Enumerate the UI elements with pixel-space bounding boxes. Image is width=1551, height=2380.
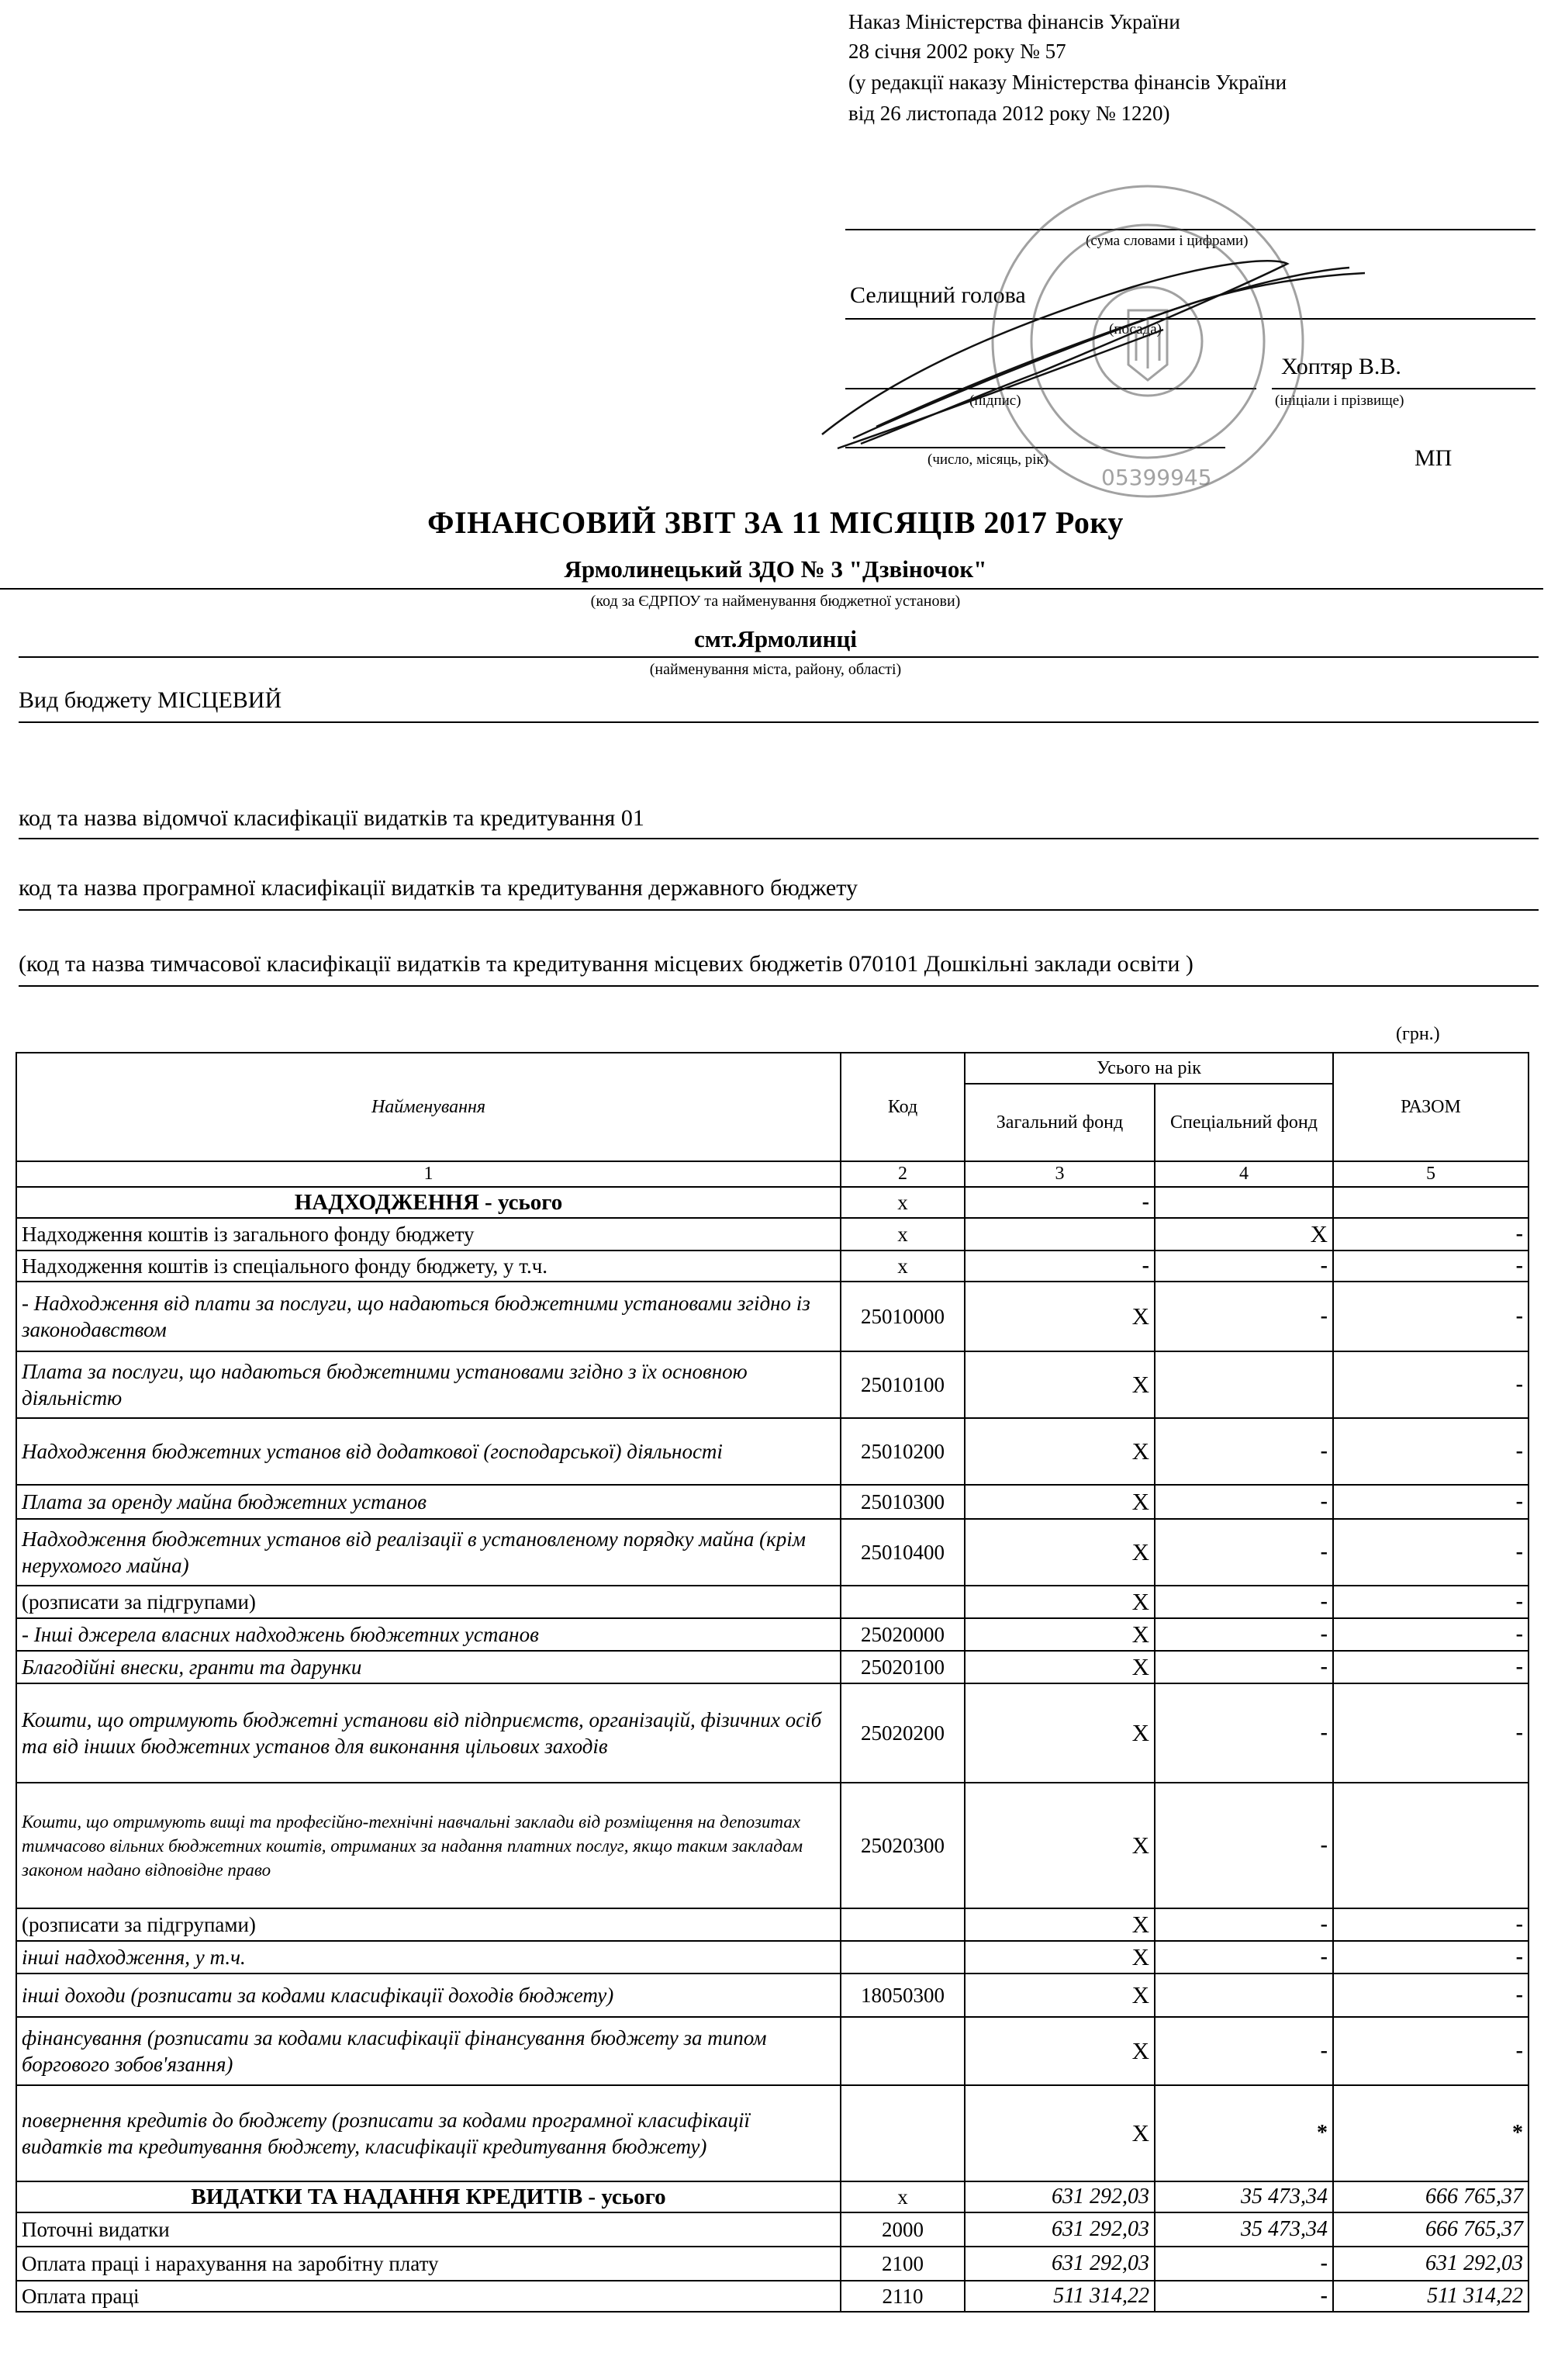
table-row	[16, 2181, 1529, 2212]
column-number: 3	[965, 1161, 1155, 1187]
departmental-line	[19, 838, 1539, 839]
row-code	[841, 2085, 965, 2181]
row-general-fund: Х	[965, 1941, 1155, 1974]
table-row	[16, 1519, 1529, 1586]
table-row	[16, 1586, 1529, 1618]
row-name: Плата за оренду майна бюджетних установ	[16, 1485, 841, 1519]
header-general-fund: Загальний фонд	[965, 1084, 1155, 1161]
row-special-fund: Х	[1155, 1218, 1333, 1251]
row-total: 631 292,03	[1333, 2247, 1529, 2281]
row-special-fund: -	[1155, 1783, 1333, 1908]
row-special-fund: -	[1155, 1618, 1333, 1651]
row-code	[841, 1586, 965, 1618]
row-special-fund: 35 473,34	[1155, 2212, 1333, 2247]
budget-type-line	[19, 721, 1539, 723]
stamp-code-text: 05399945	[1101, 465, 1212, 490]
header-code: Код	[841, 1053, 965, 1161]
row-general-fund: 631 292,03	[965, 2181, 1155, 2212]
row-name: Надходження коштів із загального фонду бюджету	[16, 1218, 841, 1251]
row-name: (розписати за підгрупами)	[16, 1908, 841, 1941]
table-row	[16, 1418, 1529, 1485]
header-name: Найменування	[16, 1053, 841, 1161]
row-general-fund: 631 292,03	[965, 2247, 1155, 2281]
table-row	[16, 1618, 1529, 1651]
row-code: 18050300	[841, 1974, 965, 2017]
row-name: Надходження бюджетних установ від додаткової (господарської) діяльності	[16, 1418, 841, 1485]
column-number: 1	[16, 1161, 841, 1187]
row-total: -	[1333, 1351, 1529, 1418]
table-row	[16, 1187, 1529, 1218]
row-special-fund: -	[1155, 1586, 1333, 1618]
header-total: РАЗОМ	[1333, 1053, 1529, 1161]
row-name: Благодійні внески, гранти та дарунки	[16, 1651, 841, 1683]
table-row	[16, 2247, 1529, 2281]
row-code: 2110	[841, 2281, 965, 2312]
row-name: інші надходження, у т.ч.	[16, 1941, 841, 1974]
financial-report-table	[16, 1052, 1529, 2313]
column-number: 5	[1333, 1161, 1529, 1187]
row-code: 25010400	[841, 1519, 965, 1586]
row-special-fund: -	[1155, 1651, 1333, 1683]
row-name: повернення кредитів до бюджету (розписати за кодами програмної класифікації видатків та кредитування бюджету, класифікації кредитування бюджету)	[16, 2085, 841, 2181]
budget-type: Вид бюджету МІСЦЕВИЙ	[19, 687, 282, 713]
row-general-fund: 631 292,03	[965, 2212, 1155, 2247]
row-general-fund: Х	[965, 1783, 1155, 1908]
table-row	[16, 1218, 1529, 1251]
org-line-top	[0, 588, 1543, 590]
row-special-fund	[1155, 1974, 1333, 2017]
row-code	[841, 1908, 965, 1941]
row-general-fund: -	[965, 1251, 1155, 1282]
decree-line-4: від 26 листопада 2012 року № 1220)	[848, 102, 1170, 125]
row-special-fund: -	[1155, 1282, 1333, 1351]
row-general-fund: Х	[965, 2085, 1155, 2181]
city-caption: (найменування міста, району, області)	[649, 661, 902, 678]
row-total: -	[1333, 1941, 1529, 1974]
row-total: 666 765,37	[1333, 2212, 1529, 2247]
row-special-fund: -	[1155, 2281, 1333, 2312]
row-code: 25010200	[841, 1418, 965, 1485]
sum-line	[845, 229, 1535, 230]
table-row	[16, 2212, 1529, 2247]
row-total: 511 314,22	[1333, 2281, 1529, 2312]
row-name: - Надходження від плати за послуги, що надаються бюджетними установами згідно із законодавством	[16, 1282, 841, 1351]
report-title: ФІНАНСОВИЙ ЗВІТ ЗА 11 МІСЯЦІВ 2017 Року	[427, 505, 1124, 540]
row-code	[841, 1941, 965, 1974]
row-total: -	[1333, 1485, 1529, 1519]
sum-caption: (сума словами і цифрами)	[1086, 233, 1249, 249]
row-name: Оплата праці і нарахування на заробітну плату	[16, 2247, 841, 2281]
institution-name: Ярмолинецький ЗДО № 3 "Дзвіночок"	[564, 555, 987, 583]
row-name: Плата за послуги, що надаються бюджетними установами згідно з їх основною діяльністю	[16, 1351, 841, 1418]
row-code	[841, 2017, 965, 2085]
column-number-row	[16, 1161, 1529, 1187]
row-name: Надходження бюджетних установ від реалізації в установленому порядку майна (крім нерухомого майна)	[16, 1519, 841, 1586]
program-line	[19, 909, 1539, 911]
row-code: 25020000	[841, 1618, 965, 1651]
temporary-classification: (код та назва тимчасової класифікації видатків та кредитування місцевих бюджетів 070101 Дошкільні заклади освіти )	[19, 951, 1193, 977]
row-general-fund: Х	[965, 1485, 1155, 1519]
row-code: х	[841, 1187, 965, 1218]
row-special-fund: -	[1155, 1519, 1333, 1586]
row-total: -	[1333, 1418, 1529, 1485]
header-year-total: Усього на рік	[965, 1053, 1333, 1084]
row-total: -	[1333, 1218, 1529, 1251]
row-special-fund: -	[1155, 1418, 1333, 1485]
row-special-fund: -	[1155, 1251, 1333, 1282]
row-name: Надходження коштів із спеціального фонду бюджету, у т.ч.	[16, 1251, 841, 1282]
row-general-fund: -	[965, 1187, 1155, 1218]
row-name: Поточні видатки	[16, 2212, 841, 2247]
row-total: -	[1333, 1586, 1529, 1618]
row-special-fund: -	[1155, 1941, 1333, 1974]
position-text: Селищний голова	[850, 282, 1026, 308]
row-name: Оплата праці	[16, 2281, 841, 2312]
row-total: -	[1333, 1282, 1529, 1351]
row-special-fund	[1155, 1351, 1333, 1418]
row-special-fund: -	[1155, 1683, 1333, 1783]
row-special-fund: -	[1155, 1908, 1333, 1941]
row-name: інші доходи (розписати за кодами класифікації доходів бюджету)	[16, 1974, 841, 2017]
decree-line-3: (у редакції наказу Міністерства фінансів України	[848, 71, 1287, 94]
row-code: 25010300	[841, 1485, 965, 1519]
row-name: (розписати за підгрупами)	[16, 1586, 841, 1618]
row-code: 2100	[841, 2247, 965, 2281]
handwritten-signature	[807, 240, 1396, 458]
row-code: 2000	[841, 2212, 965, 2247]
table-row	[16, 2281, 1529, 2312]
row-name: фінансування (розписати за кодами класифікації фінансування бюджету за типом боргового зобов'язання)	[16, 2017, 841, 2085]
table-row	[16, 1974, 1529, 2017]
row-special-fund: -	[1155, 1485, 1333, 1519]
row-code: х	[841, 2181, 965, 2212]
row-name: - Інші джерела власних надходжень бюджетних установ	[16, 1618, 841, 1651]
row-code: х	[841, 1218, 965, 1251]
row-general-fund: Х	[965, 2017, 1155, 2085]
row-name: Кошти, що отримують вищі та професійно-технічні навчальні заклади від розміщення на депозитах тимчасово вільних бюджетних коштів, отриманих за надання платних послуг, якщо таким закладам законом надано відповідне право	[16, 1783, 841, 1908]
row-general-fund: Х	[965, 1519, 1155, 1586]
row-code: 25010000	[841, 1282, 965, 1351]
name-caption: (ініціали і прізвище)	[1275, 393, 1404, 409]
row-general-fund: Х	[965, 1418, 1155, 1485]
row-general-fund: Х	[965, 1651, 1155, 1683]
table-row	[16, 2017, 1529, 2085]
position-caption: (посада)	[1109, 321, 1162, 337]
row-general-fund: Х	[965, 1974, 1155, 2017]
table-row	[16, 1351, 1529, 1418]
decree-line-2: 28 січня 2002 року № 57	[848, 40, 1066, 63]
table-row	[16, 1783, 1529, 1908]
row-total: -	[1333, 1618, 1529, 1651]
table-row	[16, 1908, 1529, 1941]
row-name: ВИДАТКИ ТА НАДАННЯ КРЕДИТІВ - усього	[16, 2181, 841, 2212]
row-special-fund: 35 473,34	[1155, 2181, 1333, 2212]
row-total: -	[1333, 1908, 1529, 1941]
row-special-fund: *	[1155, 2085, 1333, 2181]
date-caption: (число, місяць, рік)	[927, 451, 1049, 468]
signature-caption: (підпис)	[969, 393, 1021, 409]
column-number: 2	[841, 1161, 965, 1187]
mp-label: МП	[1415, 445, 1453, 471]
temporary-line	[19, 985, 1539, 987]
row-special-fund: -	[1155, 2017, 1333, 2085]
row-general-fund: Х	[965, 1683, 1155, 1783]
unit-label: (грн.)	[1396, 1024, 1440, 1044]
row-total: 666 765,37	[1333, 2181, 1529, 2212]
row-general-fund: Х	[965, 1351, 1155, 1418]
departmental-classification: код та назва відомчої класифікації видатків та кредитування 01	[19, 805, 644, 831]
row-general-fund: 511 314,22	[965, 2281, 1155, 2312]
row-total	[1333, 1783, 1529, 1908]
column-number: 4	[1155, 1161, 1333, 1187]
row-name: Кошти, що отримують бюджетні установи від підприємств, організацій, фізичних осіб та від інших бюджетних установ для виконання цільових заходів	[16, 1683, 841, 1783]
city-name: смт.Ярмолинці	[693, 625, 858, 652]
row-special-fund: -	[1155, 2247, 1333, 2281]
head-name: Хоптяр В.В.	[1281, 354, 1401, 379]
row-code: 25020300	[841, 1783, 965, 1908]
row-total: -	[1333, 1519, 1529, 1586]
row-total: -	[1333, 1651, 1529, 1683]
row-total: -	[1333, 1683, 1529, 1783]
row-total	[1333, 1187, 1529, 1218]
table-row	[16, 1251, 1529, 1282]
row-code: 25010100	[841, 1351, 965, 1418]
header-special-fund: Спеціальний фонд	[1155, 1084, 1333, 1161]
city-line	[19, 656, 1539, 658]
program-classification: код та назва програмної класифікації видатків та кредитування державного бюджету	[19, 875, 858, 901]
row-special-fund	[1155, 1187, 1333, 1218]
table-row	[16, 1941, 1529, 1974]
row-total: -	[1333, 2017, 1529, 2085]
row-code: 25020200	[841, 1683, 965, 1783]
table-row	[16, 1683, 1529, 1783]
table-row	[16, 1485, 1529, 1519]
table-row	[16, 1282, 1529, 1351]
row-code: х	[841, 1251, 965, 1282]
decree-line-1: Наказ Міністерства фінансів України	[848, 10, 1180, 33]
row-name: НАДХОДЖЕННЯ - усього	[16, 1187, 841, 1218]
institution-caption: (код за ЄДРПОУ та найменування бюджетної установи)	[590, 593, 961, 610]
table-row	[16, 2085, 1529, 2181]
row-general-fund	[965, 1218, 1155, 1251]
row-general-fund: Х	[965, 1908, 1155, 1941]
row-general-fund: Х	[965, 1586, 1155, 1618]
row-code: 25020100	[841, 1651, 965, 1683]
row-total: -	[1333, 1251, 1529, 1282]
row-general-fund: Х	[965, 1282, 1155, 1351]
table-row	[16, 1651, 1529, 1683]
row-general-fund: Х	[965, 1618, 1155, 1651]
row-total: -	[1333, 1974, 1529, 2017]
row-total: *	[1333, 2085, 1529, 2181]
